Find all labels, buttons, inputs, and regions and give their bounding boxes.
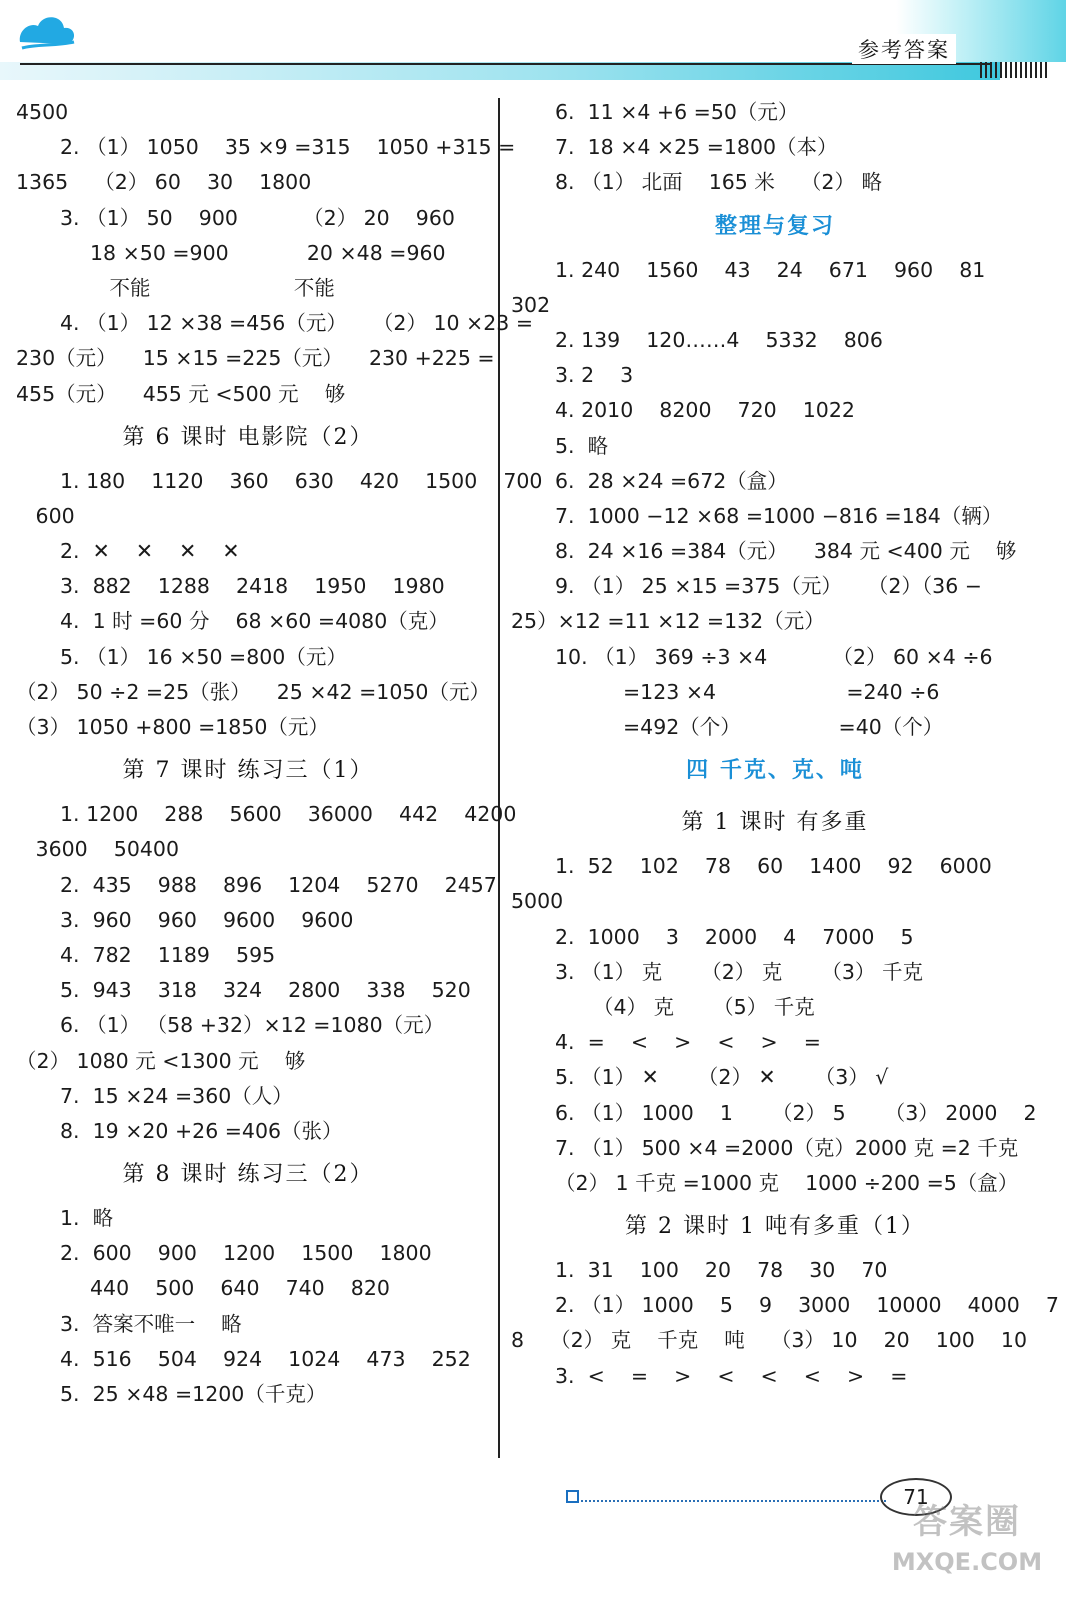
answer-line: 1. 略: [60, 1206, 114, 1231]
answer-line: =492（个） =40（个）: [623, 715, 944, 739]
answer-line: 2. 139 120……4 5332 806: [555, 327, 883, 352]
page-number: 71: [880, 1478, 952, 1516]
answer-line: 2. 435 988 896 1204 5270 2457: [60, 872, 497, 897]
answer-line: 6. 11 ×4 +6 =50（元）: [555, 100, 799, 124]
answer-line: （2） 1080 元 <1300 元 够: [16, 1048, 306, 1073]
watermark-title: 答案圈: [913, 1502, 1021, 1542]
answer-line: 7. （1） 500 ×4 =2000（克）2000 克 =2 千克: [555, 1135, 1019, 1160]
answer-line: 5. 943 318 324 2800 338 520: [60, 978, 471, 1003]
answer-line: （4） 克 （5） 千克: [593, 994, 815, 1019]
answer-line: =123 ×4 =240 ÷6: [623, 679, 940, 704]
answer-line: 2. ✕ ✕ ✕ ✕: [60, 539, 240, 564]
answer-line: 3. 2 3: [555, 363, 634, 388]
answer-line: 4500: [16, 100, 69, 124]
answer-line: 6. （1） 1000 1 （2） 5 （3） 2000 2: [555, 1100, 1037, 1125]
header-rule: [20, 63, 990, 65]
answer-line: 8 （2） 克 千克 吨 （3） 10 20 100 10: [511, 1328, 1028, 1353]
cloud-logo-icon: [16, 12, 78, 58]
answer-line: 3. （1） 克 （2） 克 （3） 千克: [555, 959, 923, 984]
answer-line: 1. 180 1120 360 630 420 1500 700: [60, 468, 543, 493]
answer-line: 9. （1） 25 ×15 =375（元） （2）（36 −: [555, 574, 982, 599]
answer-line: 4. = < > < > =: [555, 1030, 821, 1055]
answer-line: 3. （1） 50 900 （2） 20 960: [60, 205, 455, 230]
answer-line: 3. 答案不唯一 略: [60, 1311, 242, 1336]
answer-line: （3） 1050 +800 =1850（元）: [16, 715, 329, 739]
answer-line: 2. 1000 3 2000 4 7000 5: [555, 924, 914, 949]
section-heading: 第 1 课时 有多重: [681, 810, 869, 836]
answer-line: 7. 18 ×4 ×25 =1800（本）: [555, 135, 838, 160]
answer-line: 25）×12 =11 ×12 =132（元）: [511, 609, 825, 634]
answer-line: 5. （1） ✕ （2） ✕ （3） √: [555, 1065, 889, 1090]
answer-line: 6. 28 ×24 =672（盒）: [555, 468, 788, 493]
answer-line: 2. （1） 1050 35 ×9 =315 1050 +315 =: [60, 135, 516, 160]
answer-line: 1. 240 1560 43 24 671 960 81: [555, 257, 986, 282]
answer-line: 5. 略: [555, 433, 609, 458]
answer-line: 4. （1） 12 ×38 =456（元） （2） 10 ×23 =: [60, 311, 534, 336]
footer-dotted-rule: [566, 1490, 886, 1502]
answer-line: 7. 15 ×24 =360（人）: [60, 1083, 293, 1108]
answer-line: （2） 50 ÷2 =25（张） 25 ×42 =1050（元）: [16, 679, 490, 704]
answer-line: 5. （1） 16 ×50 =800（元）: [60, 644, 347, 669]
answer-line: 5000: [511, 889, 564, 914]
answer-line: 2. 600 900 1200 1500 1800: [60, 1241, 432, 1266]
answer-line: 8. （1） 北面 165 米 （2） 略: [555, 170, 882, 195]
chapter-heading: 四 千克、克、吨: [686, 758, 864, 784]
answer-line: 6. （1） （58 +32）×12 =1080（元）: [60, 1013, 445, 1038]
watermark: [872, 1498, 1062, 1594]
answer-line: 302: [511, 292, 551, 317]
answer-line: 3. < = > < < < > =: [555, 1363, 908, 1388]
answer-line: 1365 （2） 60 30 1800: [16, 170, 312, 195]
answer-line: 4. 1 时 =60 分 68 ×60 =4080（克）: [60, 609, 449, 634]
answer-line: 7. 1000 −12 ×68 =1000 −816 =184（辆）: [555, 503, 1003, 528]
answer-line: 3. 960 960 9600 9600: [60, 907, 354, 932]
section-heading: 第 2 课时 1 吨有多重（1）: [625, 1214, 925, 1240]
answer-line: 10. （1） 369 ÷3 ×4 （2） 60 ×4 ÷6: [555, 644, 993, 669]
chapter-heading: 整理与复习: [714, 213, 835, 239]
answer-line: 440 500 640 740 820: [90, 1276, 390, 1301]
answer-line: 230（元） 15 ×15 =225（元） 230 +225 =: [16, 346, 495, 371]
answer-line: （2） 1 千克 =1000 克 1000 ÷200 =5（盒）: [555, 1170, 1019, 1195]
header-barcode-decoration: [980, 62, 1050, 78]
page-header: [0, 0, 1066, 88]
column-divider: [498, 98, 500, 1458]
answer-line: 2. （1） 1000 5 9 3000 10000 4000 7: [555, 1293, 1059, 1318]
watermark-url: MXQE.COM: [891, 1548, 1043, 1576]
answer-line: 600: [16, 503, 75, 528]
footer-square-icon: [566, 1490, 579, 1503]
answer-line: 18 ×50 =900 20 ×48 =960: [90, 240, 446, 265]
answer-line: 不能 不能: [90, 275, 335, 300]
page-title: 参考答案: [852, 34, 956, 64]
answer-line: 4. 516 504 924 1024 473 252: [60, 1346, 471, 1371]
answer-line: 1. 1200 288 5600 36000 442 4200: [60, 802, 517, 827]
answer-line: 4. 782 1189 595: [60, 942, 276, 967]
answer-line: 1. 52 102 78 60 1400 92 6000: [555, 854, 992, 879]
answer-line: 4. 2010 8200 720 1022: [555, 398, 855, 423]
answer-line: 3600 50400: [16, 837, 179, 862]
answer-line: 5. 25 ×48 =1200（千克）: [60, 1382, 327, 1406]
section-heading: 第 8 课时 练习三（2）: [122, 1162, 374, 1188]
answer-line: 1. 31 100 20 78 30 70: [555, 1258, 888, 1283]
right-column: [505, 95, 1059, 1394]
answer-line: 455（元） 455 元 <500 元 够: [16, 381, 346, 406]
section-heading: 第 7 课时 练习三（1）: [122, 758, 374, 784]
answer-line: 3. 882 1288 2418 1950 1980: [60, 574, 445, 599]
answer-line: 8. 24 ×16 =384（元） 384 元 <400 元 够: [555, 539, 1017, 564]
answer-line: 8. 19 ×20 +26 =406（张）: [60, 1118, 343, 1143]
section-heading: 第 6 课时 电影院（2）: [122, 424, 374, 450]
